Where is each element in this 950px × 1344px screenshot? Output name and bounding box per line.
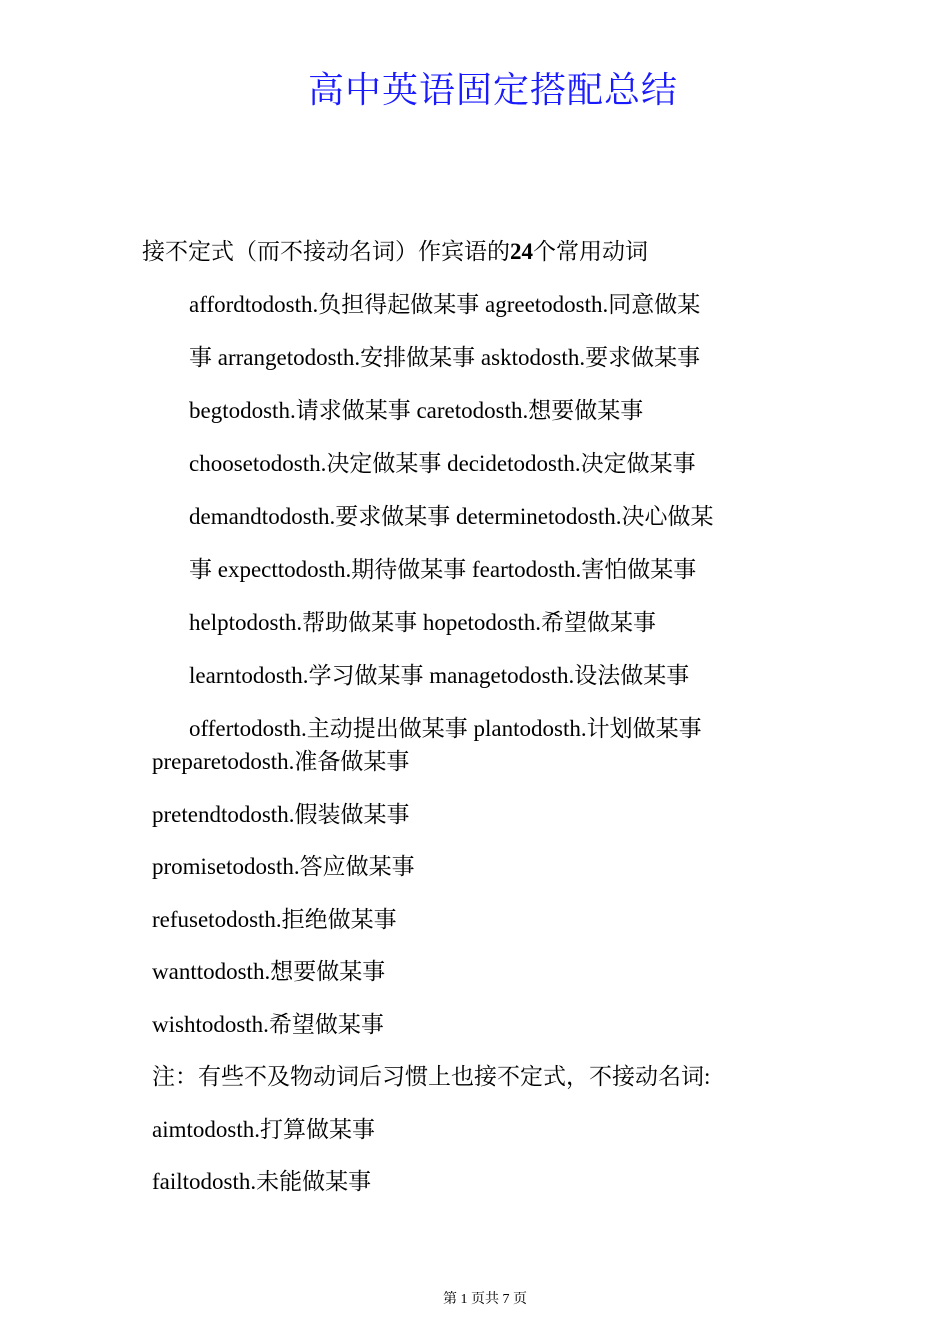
list-item: failtodosth.未能做某事: [152, 1169, 372, 1194]
heading-suffix: 个常用动词: [533, 239, 648, 264]
list-item: aimtodosth.打算做某事: [152, 1116, 375, 1142]
list-item: refusetodosth.拒绝做某事: [152, 906, 397, 932]
list-item: pretendtodosth.假装做某事: [152, 801, 410, 827]
list-item: wishtodosth.希望做某事: [152, 1011, 384, 1037]
page-footer: 第 1 页共 7 页: [443, 1292, 527, 1307]
note-text: 注：有些不及物动词后习惯上也接不定式，不接动名词:: [152, 1064, 711, 1089]
paragraph-line: offertodosth.主动提出做某事 plantodosth.计划做某事: [189, 716, 702, 741]
verb-list: [152, 746, 710, 1219]
list-item: preparetodosth.准备做某事: [152, 749, 410, 774]
paragraph-line: 事 expecttodosth.期待做某事 feartodosth.害怕做某事: [189, 557, 697, 582]
paragraph-line: choosetodosth.决定做某事 decidetodosth.决定做某事: [189, 451, 696, 476]
list-item: wanttodosth.想要做某事: [152, 959, 386, 984]
document-title: 高中英语固定搭配总结: [307, 70, 678, 110]
paragraph-line: begtodosth.请求做某事 caretodosth.想要做某事: [189, 398, 644, 423]
list-item: promisetodosth.答应做某事: [152, 854, 415, 879]
paragraph-line: learntodosth.学习做某事 managetodosth.设法做某事: [189, 663, 690, 688]
verb-paragraph: [189, 289, 749, 766]
paragraph-line: helptodosth.帮助做某事 hopetodosth.希望做某事: [189, 610, 657, 635]
paragraph-line: 事 arrangetodosth.安排做某事 asktodosth.要求做某事: [189, 345, 701, 370]
heading-prefix: 接不定式（而不接动名词）作宾语的: [142, 239, 510, 264]
paragraph-line: affordtodosth.负担得起做某事 agreetodosth.同意做某: [189, 292, 701, 317]
paragraph-line: demandtodosth.要求做某事 determinetodosth.决心做某: [189, 504, 714, 529]
section-heading: [142, 236, 648, 268]
heading-number: 24: [510, 239, 533, 264]
